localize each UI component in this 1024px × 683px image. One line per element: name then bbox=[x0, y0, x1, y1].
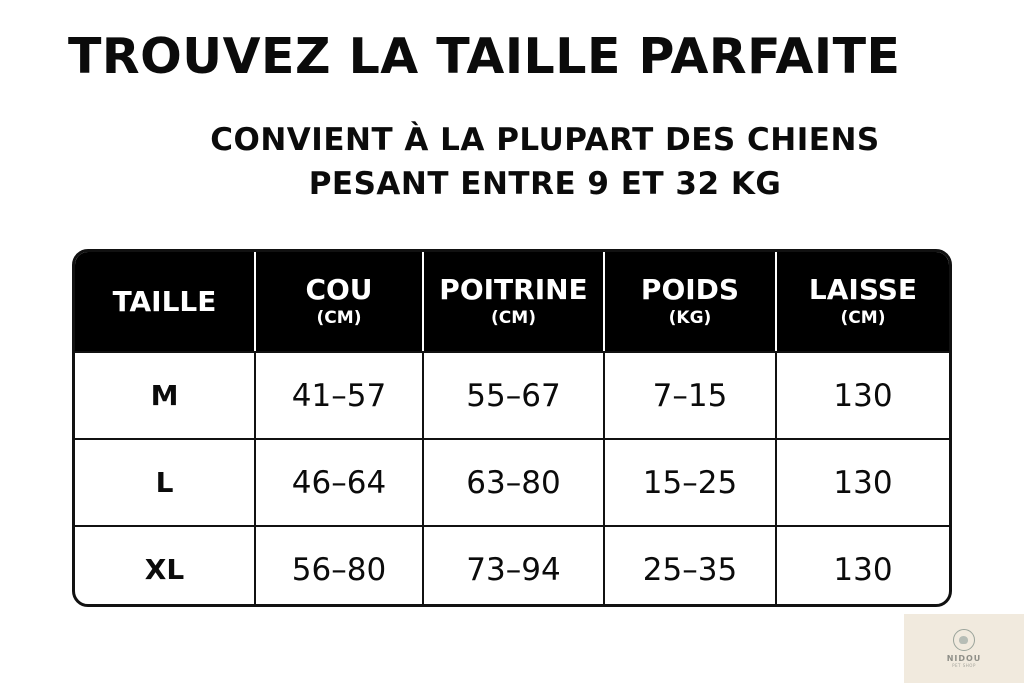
laisse-value: 130 bbox=[833, 551, 893, 588]
cou-cell bbox=[254, 440, 422, 525]
dog-house-logo-icon bbox=[953, 629, 975, 651]
subtitle-line-2: PESANT ENTRE 9 ET 32 KG bbox=[308, 166, 782, 202]
header-unit: (CM) bbox=[491, 307, 536, 328]
table-header-row bbox=[75, 252, 949, 351]
nidou-logo bbox=[904, 614, 1024, 683]
size-cell bbox=[75, 527, 254, 607]
header-poitrine bbox=[422, 252, 603, 351]
cou-value: 41–57 bbox=[291, 377, 387, 414]
laisse-cell bbox=[775, 527, 949, 607]
size-label: XL bbox=[144, 553, 185, 586]
header-label: POITRINE bbox=[439, 272, 588, 306]
subtitle-line-1: CONVIENT À LA PLUPART DES CHIENS bbox=[210, 122, 880, 158]
header-unit: (CM) bbox=[316, 307, 362, 328]
cou-value: 46–64 bbox=[291, 464, 387, 501]
size-cell bbox=[75, 440, 254, 525]
header-label: POIDS bbox=[640, 272, 740, 306]
laisse-value: 130 bbox=[833, 464, 893, 501]
poids-value: 25–35 bbox=[642, 551, 738, 588]
header-cou bbox=[254, 252, 422, 351]
table-row bbox=[75, 351, 949, 438]
header-poids bbox=[603, 252, 775, 351]
poitrine-cell bbox=[422, 440, 603, 525]
cou-cell bbox=[254, 353, 422, 438]
poitrine-cell bbox=[422, 527, 603, 607]
poitrine-cell bbox=[422, 353, 603, 438]
logo-name: NIDOU bbox=[946, 654, 982, 663]
poids-cell bbox=[603, 440, 775, 525]
cou-cell bbox=[254, 527, 422, 607]
poids-cell bbox=[603, 353, 775, 438]
header-label: LAISSE bbox=[808, 272, 918, 306]
header-unit: (KG) bbox=[668, 307, 712, 328]
laisse-cell bbox=[775, 353, 949, 438]
poitrine-value: 63–80 bbox=[466, 464, 561, 501]
page-title: TROUVEZ LA TAILLE PARFAITE bbox=[68, 28, 901, 85]
size-cell bbox=[75, 353, 254, 438]
laisse-value: 130 bbox=[833, 377, 893, 414]
poitrine-value: 55–67 bbox=[466, 377, 561, 414]
logo-tagline: PET SHOP bbox=[952, 663, 976, 668]
size-label: M bbox=[150, 379, 179, 412]
table-row bbox=[75, 438, 949, 525]
header-taille bbox=[75, 252, 254, 351]
poitrine-value: 73–94 bbox=[466, 551, 561, 588]
poids-value: 7–15 bbox=[652, 377, 728, 414]
laisse-cell bbox=[775, 440, 949, 525]
header-laisse bbox=[775, 252, 949, 351]
poids-cell bbox=[603, 527, 775, 607]
size-label: L bbox=[155, 466, 174, 499]
header-label: TAILLE bbox=[112, 284, 217, 318]
table-row bbox=[75, 525, 949, 607]
header-unit: (CM) bbox=[840, 307, 886, 328]
header-label: COU bbox=[305, 272, 373, 306]
cou-value: 56–80 bbox=[291, 551, 387, 588]
page-subtitle bbox=[150, 118, 940, 206]
size-table bbox=[72, 249, 952, 607]
poids-value: 15–25 bbox=[642, 464, 738, 501]
